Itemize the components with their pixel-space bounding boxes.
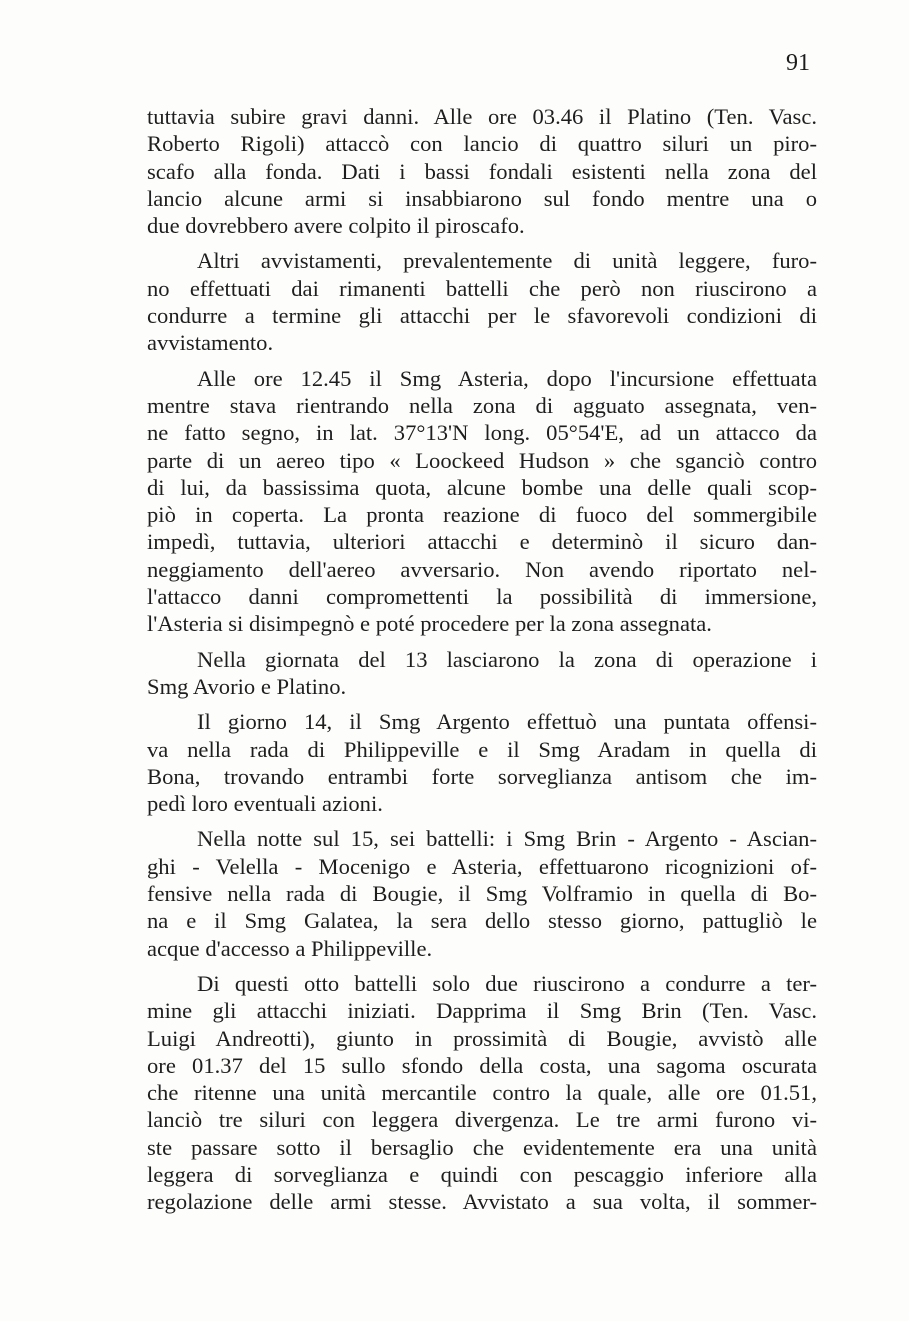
text-line: Roberto Rigoli) attaccò con lancio di quattro siluri un piro- — [147, 131, 817, 157]
text-line: regolazione delle armi stesse. Avvistato a sua volta, il sommer- — [147, 1189, 817, 1215]
text-line: avvistamento. — [147, 330, 274, 356]
text-line: tuttavia subire gravi danni. Alle ore 03.46 il Platino (Ten. Vasc. — [147, 104, 817, 129]
page-number: 91 — [786, 50, 810, 76]
paragraph — [147, 708, 817, 817]
text-line: Luigi Andreotti), giunto in prossimità di Bougie, avvistò alle — [147, 1025, 817, 1051]
text-line: Bona, trovando entrambi forte sorveglianza antisom che im- — [147, 763, 817, 789]
text-line: che ritenne una unità mercantile contro la quale, alle ore 01.51, — [147, 1080, 817, 1106]
text-line: impedì, tuttavia, ulteriori attacchi e determinò il sicuro dan- — [147, 529, 817, 555]
body-text — [147, 103, 817, 1216]
text-line: va nella rada di Philippeville e il Smg Aradam in quella di — [147, 736, 817, 762]
text-line: ste passare sotto il bersaglio che evidentemente era una unità — [147, 1134, 817, 1160]
text-line: Smg Avorio e Platino. — [147, 673, 347, 699]
text-line: ore 01.37 del 15 sullo sfondo della costa, una sagoma oscurata — [147, 1052, 817, 1078]
text-line: Di questi otto battelli solo due riuscirono a condurre a ter- — [197, 970, 817, 996]
text-line: Nella giornata del 13 lasciarono la zona di operazione i — [197, 646, 817, 672]
paragraph — [147, 247, 817, 356]
text-line: leggera di sorveglianza e quindi con pescaggio inferiore alla — [147, 1161, 817, 1187]
text-line: condurre a termine gli attacchi per le sfavorevoli condizioni di — [147, 303, 817, 329]
text-line: ne fatto segno, in lat. 37°13'N long. 05°54'E, ad un attacco da — [147, 420, 817, 446]
text-line: mine gli attacchi iniziati. Dapprima il Smg Brin (Ten. Vasc. — [147, 998, 817, 1024]
text-line: lancio alcune armi si insabbiarono sul fondo mentre una o — [147, 185, 817, 211]
text-line: l'Asteria si disimpegnò e poté procedere per la zona assegnata. — [147, 611, 712, 637]
text-line: ghi - Velella - Mocenigo e Asteria, effettuarono ricognizioni of- — [147, 853, 817, 879]
text-line: no effettuati dai rimanenti battelli che però non riuscirono a — [147, 275, 817, 301]
text-line: parte di un aereo tipo « Loockeed Hudson » che sganciò contro — [147, 447, 817, 473]
text-line: lanciò tre siluri con leggera divergenza. Le tre armi furono vi- — [147, 1107, 817, 1133]
text-line: Altri avvistamenti, prevalentemente di unità leggere, furo- — [197, 248, 817, 274]
paragraph — [147, 825, 817, 961]
text-line: Il giorno 14, il Smg Argento effettuò una puntata offensi- — [197, 709, 817, 735]
paragraph — [147, 646, 817, 701]
text-line: Alle ore 12.45 il Smg Asteria, dopo l'incursione effettuata — [197, 365, 817, 391]
text-line: Nella notte sul 15, sei battelli: i Smg Brin - Argento - Ascian- — [197, 826, 817, 852]
text-line: l'attacco danni compromettenti la possibilità di immersione, — [147, 584, 817, 610]
paragraph — [147, 103, 817, 239]
text-line: na e il Smg Galatea, la sera dello stesso giorno, pattugliò le — [147, 908, 817, 934]
paragraph — [147, 970, 817, 1216]
text-line: scafo alla fonda. Dati i bassi fondali esistenti nella zona del — [147, 158, 817, 184]
text-line: piò in coperta. La pronta reazione di fuoco del sommergibile — [147, 502, 817, 528]
text-line: neggiamento dell'aereo avversario. Non avendo riportato nel- — [147, 556, 817, 582]
text-line: di lui, da bassissima quota, alcune bombe una delle quali scop- — [147, 474, 817, 500]
text-line: mentre stava rientrando nella zona di agguato assegnata, ven- — [147, 392, 817, 418]
paragraph — [147, 365, 817, 638]
text-line: acque d'accesso a Philippeville. — [147, 935, 433, 961]
text-line: due dovrebbero avere colpito il piroscafo. — [147, 213, 525, 239]
text-line: pedì loro eventuali azioni. — [147, 791, 383, 817]
text-line: fensive nella rada di Bougie, il Smg Volframio in quella di Bo- — [147, 881, 817, 907]
